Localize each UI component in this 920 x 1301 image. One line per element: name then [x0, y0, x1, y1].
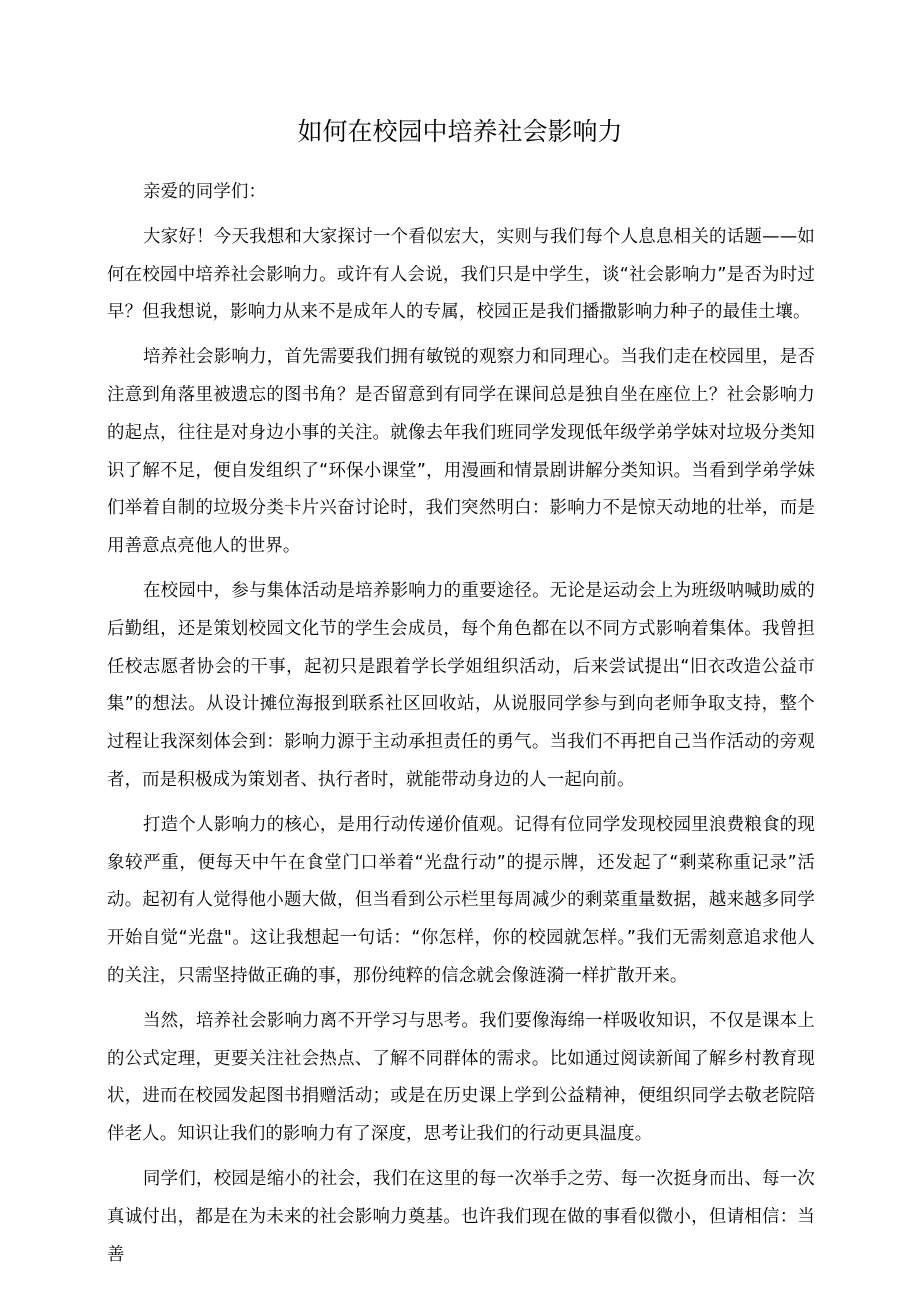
document-title: 如何在校园中培养社会影响力 — [297, 117, 623, 146]
paragraph-intro: 大家好！今天我想和大家探讨一个看似宏大，实则与我们每个人息息相关的话题——如何在校园中培养社会影响力。或许有人会说，我们只是中学生，谈“社会影响力”是否为时过早？但我想说，影响力从来不是成年人的专属，校园正是我们播撒影响力种子的最佳土壤。 — [107, 226, 815, 323]
paragraph-collective-activities: 在校园中，参与集体活动是培养影响力的重要途径。无论是运动会上为班级呐喊助威的后勤组，还是策划校园文化节的学生会成员，每个角色都在以不同方式影响着集体。我曾担任校志愿者协会的干事，起初只是跟着学长学姐组织活动，后来尝试提出“旧衣改造公益市集”的想法。从设计摊位海报到联系社区回收站，从说服同学参与到向老师争取支持，整个过程让我深刻体会到：影响力源于主动承担责任的勇气。当我们不再把自己当作活动的旁观者，而是积极成为策划者、执行者时，就能带动身边的人一起向前。 — [107, 580, 815, 790]
paragraph-closing: 同学们，校园是缩小的社会，我们在这里的每一次举手之劳、每一次挺身而出、每一次真诚付出，都是在为未来的社会影响力奠基。也许我们现在做的事看似微小，但请相信：当善 — [107, 1168, 815, 1265]
salutation: 亲爱的同学们： — [143, 182, 267, 202]
paragraph-observation: 培养社会影响力，首先需要我们拥有敏锐的观察力和同理心。当我们走在校园里，是否注意到角落里被遗忘的图书角？是否留意到有同学在课间总是独自坐在座位上？社会影响力的起点，往往是对身边小事的关注。就像去年我们班同学发现低年级学弟学妹对垃圾分类知识了解不足，便自发组织了“环保小课堂”，用漫画和情景剧讲解分类知识。当看到学弟学妹们举着自制的垃圾分类卡片兴奋讨论时，我们突然明白：影响力不是惊天动地的壮举，而是用善意点亮他人的世界。 — [107, 347, 815, 557]
document-body — [107, 174, 815, 1274]
paragraph-values-in-action: 打造个人影响力的核心，是用行动传递价值观。记得有位同学发现校园里浪费粮食的现象较严重，便每天中午在食堂门口举着“光盘行动”的提示牌，还发起了“剩菜称重记录”活动。起初有人觉得他小题大做，但当看到公示栏里每周减少的剩菜重量数据，越来越多同学开始自觉“光盘"。这让我想起一句话：“你怎样，你的校园就怎样。”我们无需刻意追求他人的关注，只需坚持做正确的事，那份纯粹的信念就会像涟漪一样扩散开来。 — [107, 814, 815, 986]
paragraph-learning-thinking: 当然，培养社会影响力离不开学习与思考。我们要像海绵一样吸收知识，不仅是课本上的公式定理，更要关注社会热点、了解不同群体的需求。比如通过阅读新闻了解乡村教育现状，进而在校园发起图书捐赠活动；或是在历史课上学到公益精神，便组织同学去敬老院陪伴老人。知识让我们的影响力有了深度，思考让我们的行动更具温度。 — [107, 1010, 815, 1145]
